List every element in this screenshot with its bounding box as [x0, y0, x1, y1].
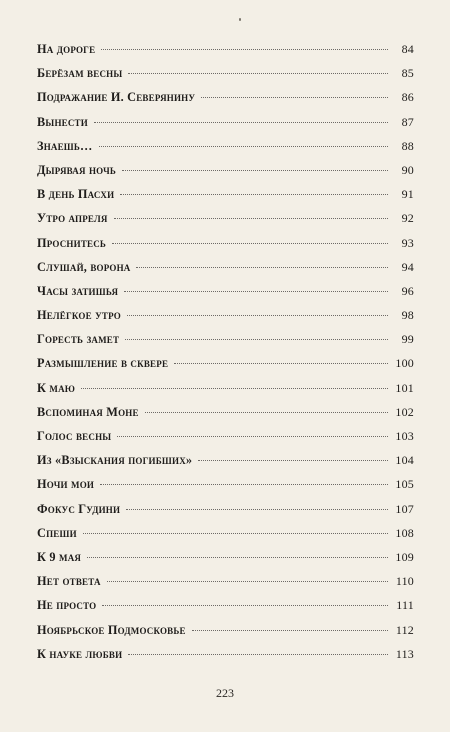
toc-entry	[37, 327, 414, 351]
toc-entry-title: Спеши	[37, 525, 77, 540]
toc-entry-page: 109	[395, 549, 414, 564]
dot-leader	[201, 97, 388, 98]
toc-entry-title: К маю	[37, 380, 76, 395]
toc-entry-page: 84	[401, 42, 414, 56]
toc-entry-page: 103	[395, 429, 414, 443]
toc-entry	[37, 497, 414, 521]
toc-entry-page: 98	[401, 308, 414, 323]
toc-entry-title: Вынести	[37, 114, 88, 129]
toc-entry	[37, 593, 414, 617]
dot-leader	[83, 533, 388, 534]
toc-entry-page: 87	[401, 114, 414, 129]
toc-entry-page: 112	[395, 622, 414, 637]
toc-entry-page: 88	[401, 138, 414, 153]
dot-leader	[145, 412, 388, 413]
dot-leader	[112, 243, 388, 244]
paper-speck	[239, 18, 241, 21]
toc-entry	[37, 472, 414, 496]
toc-entry-title: Фокус Гудини	[37, 501, 121, 516]
toc-entry	[37, 351, 414, 375]
toc-entry-page: 113	[395, 646, 414, 661]
toc-entry-title: Не просто	[37, 598, 97, 613]
toc-entry-title: Ноябрьское Подмосковье	[37, 622, 186, 637]
toc-entry-title: Слушай, ворона	[37, 259, 131, 274]
toc-entry	[37, 545, 414, 569]
toc-entry	[37, 231, 414, 255]
toc-entry-title: Проснитесь	[37, 235, 107, 250]
toc-entry	[37, 37, 414, 61]
toc-entry-title: Вспоминая Моне	[37, 404, 139, 419]
toc-entry-title: На дороге	[37, 42, 96, 56]
toc-entry-page: 85	[401, 66, 414, 81]
dot-leader	[81, 388, 388, 389]
toc-entry-page: 92	[401, 211, 414, 226]
toc-entry-title: Утро апреля	[37, 211, 108, 226]
toc-entry-title: Ночи мои	[37, 477, 95, 492]
toc-entry-page: 108	[395, 525, 414, 540]
toc-entry-page: 110	[395, 574, 414, 589]
toc-entry-title: Берёзам весны	[37, 66, 123, 81]
dot-leader	[87, 557, 388, 558]
toc-entry	[37, 206, 414, 230]
toc-entry	[37, 424, 414, 448]
dot-leader	[127, 315, 388, 316]
dot-leader	[117, 436, 388, 437]
toc-entry-page: 111	[396, 598, 414, 613]
dot-leader	[101, 49, 388, 50]
toc-entry	[37, 400, 414, 424]
toc-entry	[37, 618, 414, 642]
toc-entry-page: 96	[401, 283, 414, 298]
dot-leader	[136, 267, 388, 268]
toc-entry-page: 86	[401, 90, 414, 105]
dot-leader	[128, 73, 388, 74]
toc-entry-page: 104	[395, 453, 414, 468]
dot-leader	[122, 170, 388, 171]
toc-entry	[37, 521, 414, 545]
dot-leader	[125, 339, 388, 340]
toc-entry-page: 94	[401, 259, 414, 274]
toc-entry	[37, 279, 414, 303]
toc-entry-page: 100	[395, 356, 414, 371]
toc-entry-page: 93	[401, 235, 414, 250]
toc-entry-page: 102	[395, 404, 414, 419]
toc-entry	[37, 642, 414, 666]
toc-entry-page: 107	[395, 501, 414, 516]
toc-entry	[37, 569, 414, 593]
toc-entry-title: Из «Взыскания погибших»	[37, 453, 193, 468]
toc-entry-title: К науке любви	[37, 646, 123, 661]
dot-leader	[100, 484, 388, 485]
toc-entry-title: Часы затишья	[37, 283, 119, 298]
dot-leader	[124, 291, 388, 292]
dot-leader	[102, 605, 388, 606]
toc-entry	[37, 376, 414, 400]
toc-entry-title: Нет ответа	[37, 574, 101, 589]
dot-leader	[126, 509, 388, 510]
toc-entry-title: Размышление в сквере	[37, 356, 169, 371]
dot-leader	[107, 581, 388, 582]
page-number: 223	[216, 686, 234, 700]
toc-entry-title: В день Пасхи	[37, 187, 115, 202]
dot-leader	[128, 654, 388, 655]
table-of-contents	[37, 37, 414, 666]
toc-entry	[37, 448, 414, 472]
dot-leader	[120, 194, 388, 195]
toc-entry-page: 101	[395, 380, 414, 395]
toc-entry-title: Подражание И. Северянину	[37, 90, 196, 105]
toc-entry-title: К 9 мая	[37, 549, 82, 564]
toc-entry-title: Горесть замет	[37, 332, 120, 347]
toc-entry-page: 91	[401, 187, 414, 202]
toc-entry	[37, 158, 414, 182]
toc-entry-title: Дырявая ночь	[37, 162, 117, 177]
toc-entry	[37, 110, 414, 134]
dot-leader	[198, 460, 388, 461]
dot-leader	[174, 363, 388, 364]
dot-leader	[99, 146, 388, 147]
toc-entry	[37, 303, 414, 327]
dot-leader	[114, 218, 388, 219]
toc-entry-title: Знаешь…	[37, 138, 93, 153]
toc-entry	[37, 61, 414, 85]
toc-entry	[37, 255, 414, 279]
toc-entry	[37, 134, 414, 158]
toc-entry-page: 99	[401, 332, 414, 347]
toc-entry-page: 105	[395, 477, 414, 492]
toc-entry	[37, 182, 414, 206]
dot-leader	[192, 630, 388, 631]
dot-leader	[94, 122, 388, 123]
toc-entry	[37, 85, 414, 109]
toc-entry-title: Нелёгкое утро	[37, 308, 121, 323]
toc-entry-title: Голос весны	[37, 429, 112, 443]
toc-entry-page: 90	[401, 162, 414, 177]
